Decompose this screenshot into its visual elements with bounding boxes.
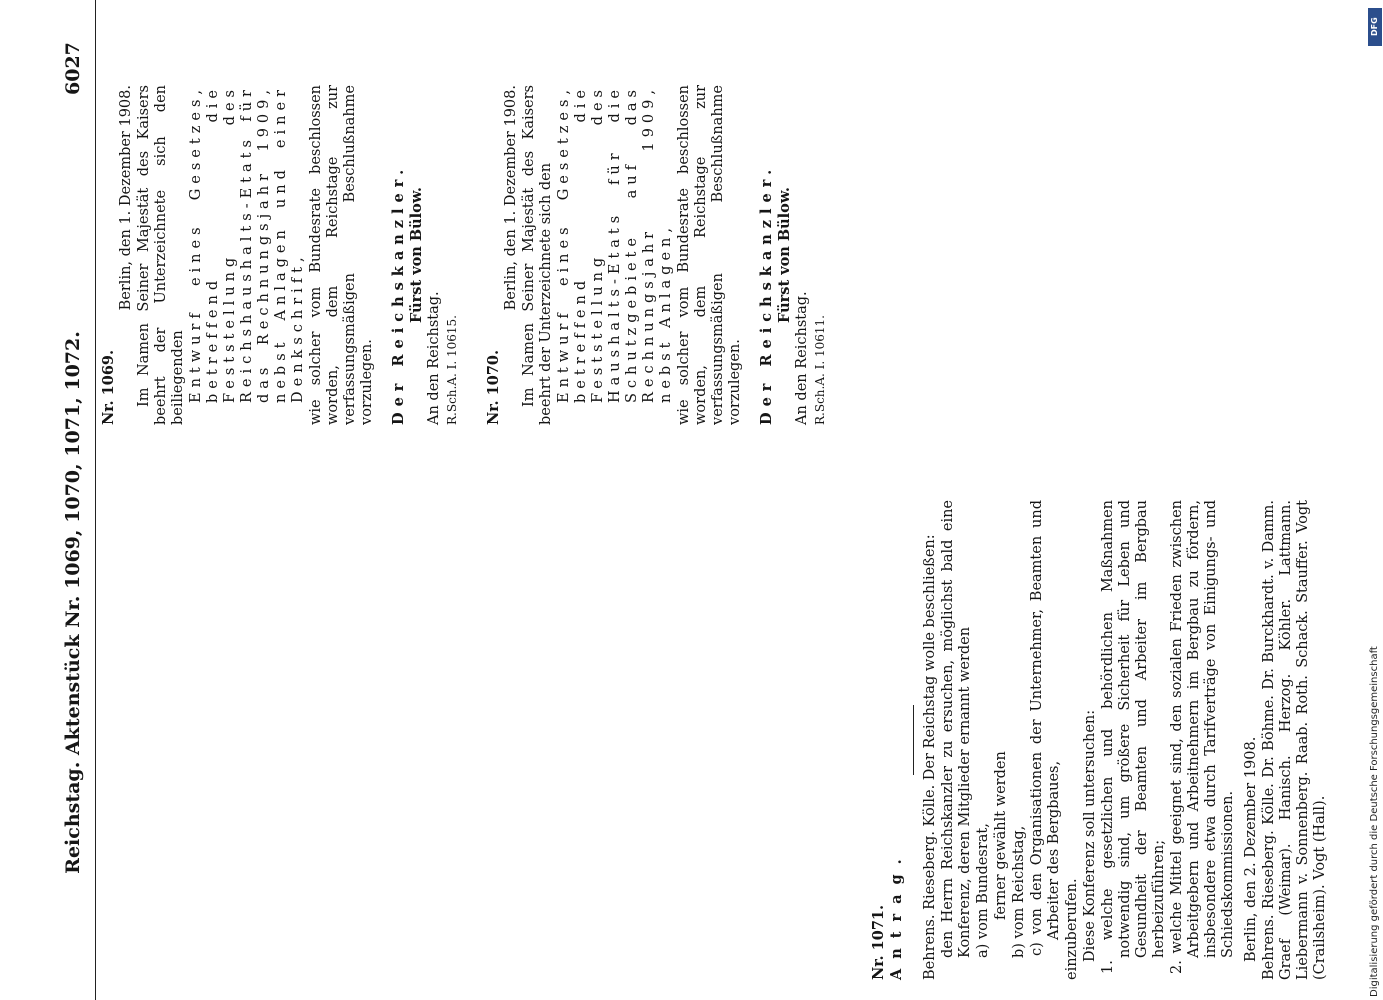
nr1071-title: Nr. 1071. xyxy=(870,904,887,980)
nr1070-addressee: An den Reichstag. xyxy=(794,291,810,425)
nr1070-reference: R.Sch.A. I. 10611. xyxy=(813,315,827,425)
nr1070-title: Nr. 1070. xyxy=(485,349,502,425)
nr1070-block xyxy=(485,85,860,425)
nr1070-signature-name: Fürst von Bülow. xyxy=(776,187,793,323)
head-rule xyxy=(95,0,96,1000)
nr1071-signatories: Behrens. Rieseberg. Kölle. Dr. Böhme. Dr. Burckhardt. v. Damm. Graef (Weimar). Hanisch. Herzog. Köhler. Lattmann. Liebermann v. Sonnenberg. Raab. Roth. Schack. Stauffer. Vogt (Crailsheim). Vogt (Hall). xyxy=(1261,500,1328,980)
nr1069-date: Berlin, den 1. Dezember 1908. xyxy=(118,85,134,311)
nr1069-intro: Im Namen Seiner Majestät des Kaisers beehrt der Unterzeichnete sich den beiliegenden xyxy=(136,85,186,425)
nr1071-item-c: c) von den Organisationen der Unternehmer, Beamten und Arbeiter des Bergbaues, xyxy=(1029,500,1062,956)
nr1069-addressee: An den Reichstag. xyxy=(426,291,442,425)
nr1069-signature-name: Fürst von Bülow. xyxy=(408,187,425,323)
nr1071-convene: einzuberufen. xyxy=(1064,878,1080,980)
nr1071-body xyxy=(870,500,1328,980)
dfg-logo: DFG xyxy=(1368,8,1382,46)
nr1071-item-a: a) vom Bundesrat, xyxy=(975,823,991,958)
nr1071-request: den Herrn Reichskanzler zu ersuchen, möglichst bald eine Konferenz, deren Mitglieder ernannt werden xyxy=(940,500,973,958)
nr1071-task-intro: Diese Konferenz soll untersuchen: xyxy=(1082,709,1098,962)
running-head-title: Reichstag. Aktenstück Nr. 1069, 1070, 1071, 1072. xyxy=(62,331,84,874)
nr1071-movers: Behrens. Rieseberg. Kölle. Der Reichstag wolle beschließen: xyxy=(922,534,938,980)
nr1069-reference: R.Sch.A. I. 10615. xyxy=(445,315,459,425)
nr1069-signature-office: Der Reichskanzler. xyxy=(390,163,407,425)
digitization-strip xyxy=(1368,8,1382,998)
nr1070-date: Berlin, den 1. Dezember 1908. xyxy=(503,85,519,311)
nr1071-divider xyxy=(913,705,914,775)
page-number: 6027 xyxy=(62,42,84,95)
nr1069-title: Nr. 1069. xyxy=(100,349,117,425)
nr1071-heading: Antrag. xyxy=(888,849,905,980)
nr1070-signature-office: Der Reichskanzler. xyxy=(758,163,775,425)
nr1071-date: Berlin, den 2. Dezember 1908. xyxy=(1243,736,1259,962)
nr1069-block xyxy=(100,85,475,425)
nr1070-resolution: wie solcher vom Bundesrate beschlossen worden, dem Reichstage zur verfassungsmäßigen Beschlußnahme vorzulegen. xyxy=(676,85,743,425)
nr1069-resolution: wie solcher vom Bundesrate beschlossen worden, dem Reichstage zur verfassungsmäßigen Beschlußnahme vorzulegen. xyxy=(308,85,375,425)
nr1071-item-a-note: ferner gewählt werden xyxy=(993,751,1009,920)
nr1071-task-2: 2. welche Mittel geeignet sind, den sozialen Frieden zwischen Arbeitgebern und Arbeitnehmern im Bergbau zu fördern, insbesondere etwa durch Tarifverträge von Einigungs- und Schiedskommissionen. xyxy=(1169,500,1236,974)
nr1069-draft: Entwurf eines Gesetzes, betreffend die Feststellung des Reichshaushalts-Etats für das Rechnungsjahr 1909, nebst Anlagen und einer Denkschrift, xyxy=(188,85,306,403)
nr1071-item-b: b) vom Reichstag, xyxy=(1011,825,1027,958)
nr1070-draft: Entwurf eines Gesetzes, betreffend die Feststellung des Haushalts-Etats für die Schutzgebiete auf das Rechnungsjahr 1909, nebst Anlagen, xyxy=(556,85,674,403)
nr1071-task-1: 1. welche gesetzlichen und behördlichen Maßnahmen notwendig sind, um größere Sicherheit für Leben und Gesundheit der Beamten und Arbeiter im Bergbau herbeizuführen; xyxy=(1100,500,1167,974)
digitization-note: Digitalisierung gefördert durch die Deutsche Forschungsgemeinschaft xyxy=(1369,646,1380,997)
nr1070-intro: Im Namen Seiner Majestät des Kaisers beehrt der Unterzeichnete sich den xyxy=(521,85,554,425)
